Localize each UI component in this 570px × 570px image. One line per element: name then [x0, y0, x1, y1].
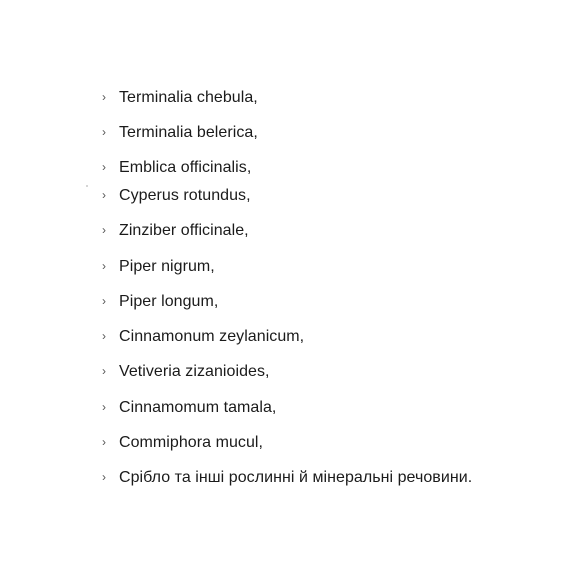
list-item: [102, 184, 251, 208]
list-item-label: Vetiveria zizanioides,: [119, 363, 270, 380]
chevron-right-icon: ›: [102, 160, 106, 174]
list-item-label: Commiphora mucul,: [119, 434, 264, 451]
list-item-label: Terminalia chebula,: [119, 89, 258, 106]
chevron-right-icon: ›: [102, 223, 106, 237]
list-item: [102, 156, 251, 180]
list-item: [102, 360, 270, 384]
stray-dot: [86, 185, 88, 187]
list-item: [102, 396, 276, 420]
list-item: [102, 466, 472, 490]
list-item-label: Terminalia belerica,: [119, 124, 258, 141]
chevron-right-icon: ›: [102, 294, 106, 308]
list-item-label: Cyperus rotundus,: [119, 187, 251, 204]
list-item-label: Piper nigrum,: [119, 258, 215, 275]
list-item-label: Cinnamonum zeylanicum,: [119, 328, 305, 345]
list-item: [102, 86, 258, 110]
list-item-label: Срібло та інші рослинні й мінеральні речовини.: [119, 469, 473, 486]
list-item-label: Cinnamomum tamala,: [119, 399, 277, 416]
list-item: [102, 219, 249, 243]
chevron-right-icon: ›: [102, 125, 106, 139]
list-item: [102, 121, 258, 145]
list-item-label: Zinziber officinale,: [119, 222, 249, 239]
list-item-label: Emblica officinalis,: [119, 159, 252, 176]
list-item: [102, 255, 215, 279]
chevron-right-icon: ›: [102, 364, 106, 378]
chevron-right-icon: ›: [102, 259, 106, 273]
list-item: [102, 325, 304, 349]
chevron-right-icon: ›: [102, 435, 106, 449]
list-item-label: Piper longum,: [119, 293, 219, 310]
chevron-right-icon: ›: [102, 470, 106, 484]
chevron-right-icon: ›: [102, 90, 106, 104]
chevron-right-icon: ›: [102, 188, 106, 202]
list-item: [102, 431, 263, 455]
chevron-right-icon: ›: [102, 400, 106, 414]
list-item: [102, 290, 218, 314]
chevron-right-icon: ›: [102, 329, 106, 343]
